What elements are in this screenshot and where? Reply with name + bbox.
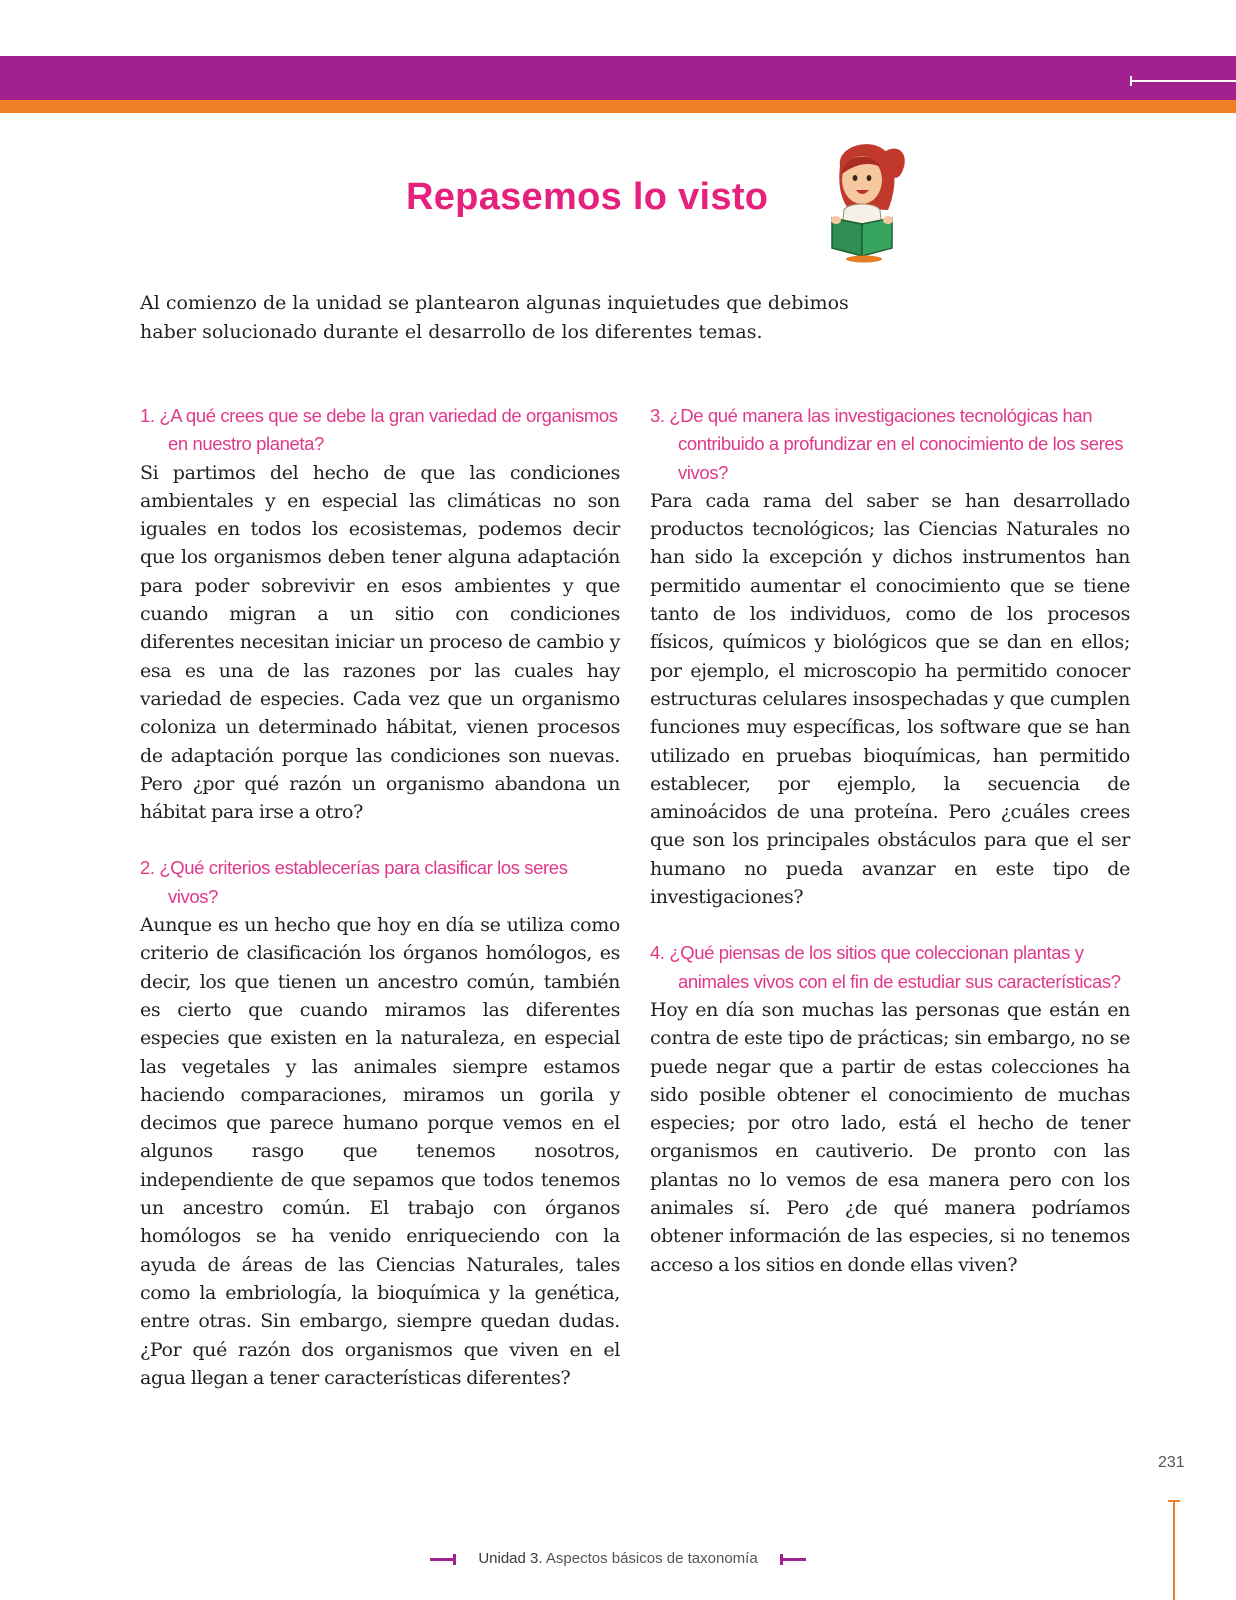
question-heading: 2. ¿Qué criterios establecerías para clasificar los seres vivos?: [140, 857, 568, 907]
right-column: [650, 402, 1130, 1307]
girl-reading-illustration: [818, 138, 914, 264]
footer-right-bar: [780, 1558, 806, 1561]
answer-paragraph: Si partimos del hecho de que las condiciones ambientales y en especial las climáticas no son iguales en todos los ecosistemas, podemos decir que los organismos deben tener alguna adaptación para poder sobrevivir en esos ambientes y que cuando migran a un sitio con condiciones diferentes necesitan iniciar un proceso de cambio y esa es una de las razones por las cuales hay variedad de especies. Cada vez que un organismo coloniza un determinado hábitat, vienen procesos de adaptación porque las condiciones son nuevas. Pero ¿por qué razón un organismo abandona un hábitat para irse a otro?: [140, 461, 620, 824]
footer-unit: Unidad 3.: [478, 1550, 543, 1567]
footer: [0, 1550, 1236, 1567]
page-number: 231: [1158, 1454, 1185, 1471]
answer-paragraph: Para cada rama del saber se han desarrollado productos tecnológicos; las Ciencias Naturales no han sido la excepción y dichos instrumentos han permitido aumentar el conocimiento que se tiene tanto de los individuos, como de los procesos físicos, químicos y biológicos que se dan en ellos; por ejemplo, el microscopio ha permitido conocer estructuras celulares insospechadas y que cumplen funciones muy específicas, los software que se han utilizado en pruebas bioquímicas, han permitido establecer, por ejemplo, la secuencia de aminoácidos de una proteína. Pero ¿cuáles crees que son los principales obstáculos para que el ser humano no pueda avanzar en este tipo de investigaciones?: [650, 489, 1130, 909]
question-block: [140, 402, 620, 826]
footer-topic: Aspectos básicos de taxonomía: [545, 1550, 758, 1567]
page-title: Repasemos lo visto: [406, 176, 769, 218]
question-heading: 1. ¿A qué crees que se debe la gran variedad de organismos en nuestro planeta?: [140, 405, 618, 455]
header-band: [0, 56, 1236, 100]
header-corner-line: [1130, 80, 1236, 82]
intro-paragraph: Al comienzo de la unidad se plantearon algunas inquietudes que debimos haber solucionado durante el desarrollo de los diferentes temas.: [140, 292, 849, 343]
footer-left-bar: [430, 1558, 456, 1561]
question-heading: 4. ¿Qué piensas de los sitios que coleccionan plantas y animales vivos con el fin de estudiar sus características?: [650, 942, 1121, 992]
answer-paragraph: Aunque es un hecho que hoy en día se utiliza como criterio de clasificación los órganos homólogos, es decir, los que tienen un ancestro común, también es cierto que cuando miramos las diferentes especies que existen en la naturaleza, en especial las vegetales y las animales siempre estamos haciendo comparaciones, miramos un gorila y decimos que parece humano porque vemos en el algunos rasgo que tenemos nosotros, independiente de que sepamos que todos tenemos un ancestro común. El trabajo con órganos homólogos se ha venido enriqueciendo con la ayuda de áreas de las Ciencias Naturales, tales como la embriología, la bioquímica y la genética, entre otras. Sin embargo, siempre quedan dudas. ¿Por qué razón dos organismos que viven en el agua llegan a tener características diferentes?: [140, 914, 620, 1389]
question-block: [650, 939, 1130, 1279]
header-accent-band: [0, 100, 1236, 113]
question-block: [650, 402, 1130, 911]
question-heading: 3. ¿De qué manera las investigaciones tecnológicas han contribuido a profundizar en el conocimiento de los seres vivos?: [650, 405, 1124, 483]
question-block: [140, 854, 620, 1392]
answer-paragraph: Hoy en día son muchas las personas que están en contra de este tipo de prácticas; sin embargo, no se puede negar que a partir de estas colecciones ha sido posible obtener el conocimiento de muchas especies; por otro lado, está el hecho de tener organismos en cautiverio. De pronto con las plantas no lo vemos de esa manera pero con los animales sí. Pero ¿de qué manera podríamos obtener información de las especies, si no tenemos acceso a los sitios en donde ellas viven?: [650, 998, 1130, 1276]
left-column: [140, 402, 620, 1420]
header-corner-tick: [1130, 76, 1132, 86]
